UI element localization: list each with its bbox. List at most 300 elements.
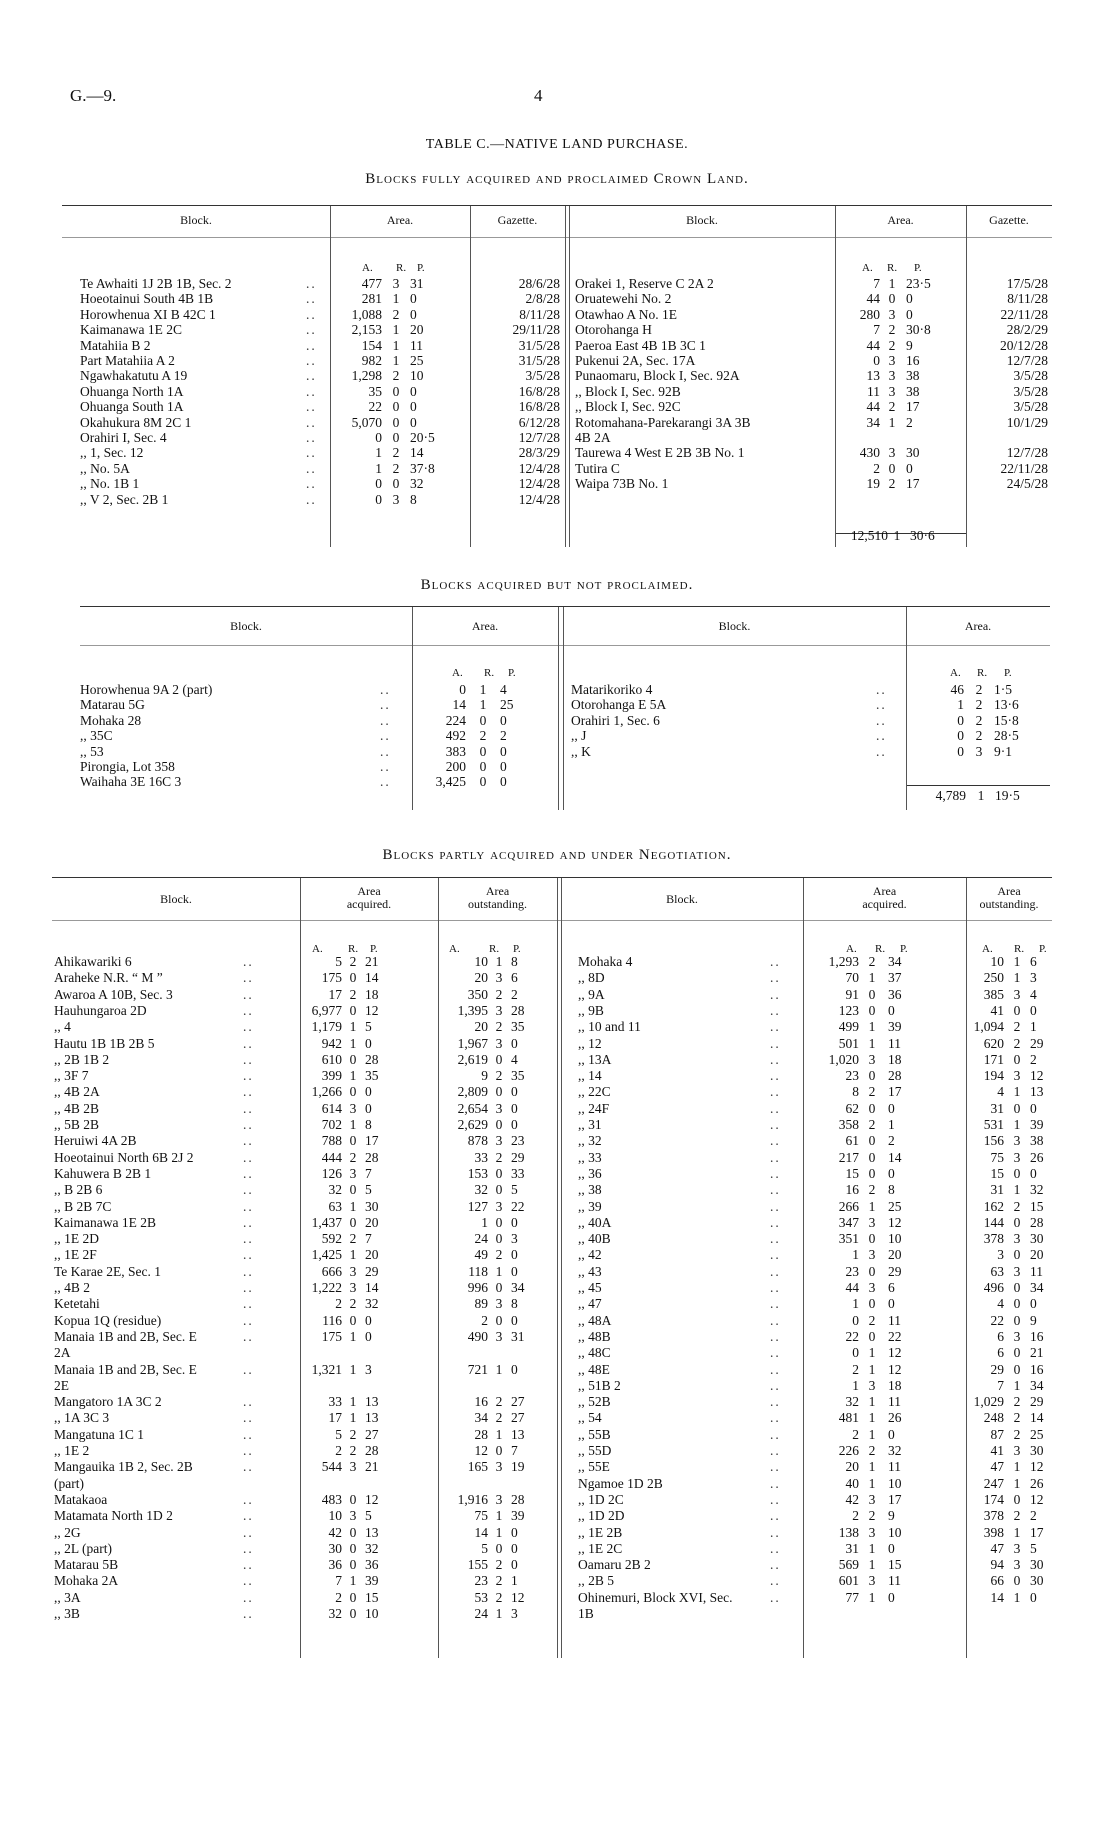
outstanding-acres: 4: [997, 1084, 1004, 1100]
block-name: ,, K: [571, 743, 591, 759]
outstanding-perches: 12: [1030, 1068, 1044, 1084]
gazette-date: 28/6/28: [518, 276, 560, 291]
block-name: ,, 45: [578, 1280, 602, 1295]
acquired-roods: 3: [349, 1508, 357, 1524]
gazette-date: 31/5/28: [518, 337, 560, 353]
leader-dots: ..: [306, 306, 317, 322]
header-line: Area: [357, 884, 381, 898]
leader-dots: ..: [243, 1280, 254, 1295]
leader-dots: ..: [770, 1524, 781, 1540]
acquired-roods: 1: [349, 1117, 357, 1132]
area-perches: 23·5: [906, 276, 931, 291]
leader-dots: ..: [770, 1475, 781, 1491]
outstanding-roods: 3: [495, 1296, 503, 1312]
acquired-perches: 0: [365, 1084, 372, 1100]
acquired-perches: 36: [365, 1557, 379, 1573]
leader-dots: ..: [770, 1149, 781, 1165]
acquired-acres: 138: [838, 1524, 859, 1540]
acquired-acres: 23: [845, 1068, 859, 1084]
outstanding-perches: 38: [1030, 1133, 1044, 1149]
area-perches: 0: [500, 774, 507, 790]
acquired-roods: 0: [349, 1051, 357, 1067]
acquired-acres: 601: [838, 1573, 859, 1589]
outstanding-roods: 1: [495, 1524, 503, 1540]
block-name: ,, Block I, Sec. 92B: [575, 383, 681, 399]
acquired-roods: 0: [868, 1133, 876, 1149]
outstanding-acres: 878: [467, 1133, 488, 1149]
acquired-roods: 1: [349, 1394, 357, 1410]
rule: [62, 205, 1052, 206]
col-header-block: Block.: [718, 619, 751, 633]
acquired-perches: 14: [888, 1149, 902, 1165]
rule: [52, 920, 1052, 921]
outstanding-perches: 0: [511, 1263, 518, 1279]
acquired-acres: 17: [328, 986, 342, 1002]
area-roods: 0: [479, 759, 487, 774]
gazette-date: 29/11/28: [512, 322, 560, 338]
area-perches: 1·5: [994, 682, 1012, 697]
acquired-roods: 0: [868, 1328, 876, 1344]
acquired-acres: 1,437: [311, 1214, 342, 1230]
leader-dots: ..: [770, 1117, 781, 1132]
area-roods: 1: [392, 322, 400, 338]
block-name: ,, 51B 2: [578, 1377, 621, 1393]
unit-r: R.: [977, 667, 988, 679]
block-name: ,, 35C: [80, 728, 113, 744]
block-name: Ohuanga North 1A: [80, 383, 184, 399]
leader-dots: ..: [770, 1345, 781, 1361]
leader-dots: ..: [243, 986, 254, 1002]
block-name: ,, 24F: [578, 1100, 610, 1116]
outstanding-perches: 12: [1030, 1459, 1044, 1475]
leader-dots: ..: [770, 1035, 781, 1051]
acquired-acres: 63: [328, 1198, 342, 1214]
acquired-acres: 1,020: [828, 1051, 859, 1067]
acquired-roods: 0: [868, 986, 876, 1002]
area-roods: 3: [888, 445, 896, 461]
area-acres: 14: [452, 697, 466, 713]
outstanding-acres: 34: [474, 1410, 488, 1426]
area-acres: 1: [957, 697, 964, 713]
outstanding-perches: 0: [1030, 1296, 1037, 1312]
outstanding-perches: 13: [1030, 1084, 1044, 1100]
outstanding-acres: 10: [990, 954, 1004, 969]
outstanding-roods: 3: [1013, 1263, 1021, 1279]
acquired-perches: 12: [888, 1361, 902, 1377]
outstanding-roods: 0: [1013, 1002, 1021, 1018]
acquired-perches: 0: [365, 1328, 372, 1344]
leader-dots: ..: [243, 1508, 254, 1524]
area-perches: 25: [500, 697, 514, 713]
block-name: Orahiri 1, Sec. 6: [571, 712, 660, 728]
block-name: Waihaha 3E 16C 3: [80, 774, 182, 790]
area-acres: 44: [866, 337, 880, 353]
outstanding-acres: 7: [997, 1377, 1004, 1393]
outstanding-roods: 0: [495, 1051, 503, 1067]
area-roods: 2: [888, 322, 896, 338]
leader-dots: ..: [770, 1002, 781, 1018]
area-roods: 0: [392, 430, 400, 445]
leader-dots: ..: [770, 1100, 781, 1116]
leader-dots: ..: [770, 1165, 781, 1181]
acquired-roods: 1: [868, 1589, 876, 1605]
leader-dots: ..: [770, 1443, 781, 1458]
leader-dots: ..: [243, 1149, 254, 1165]
leader-dots: ..: [380, 743, 391, 759]
area-roods: 3: [888, 383, 896, 399]
area-acres: 477: [361, 276, 382, 291]
acquired-perches: 34: [888, 954, 902, 969]
outstanding-acres: 47: [990, 1459, 1004, 1475]
leader-dots: ..: [770, 1573, 781, 1589]
block-name: ,, 3A: [54, 1589, 81, 1605]
outstanding-roods: 3: [495, 1459, 503, 1475]
gazette-date: 6/12/28: [518, 414, 560, 430]
outstanding-perches: 26: [1030, 1475, 1044, 1491]
outstanding-perches: 0: [1030, 1589, 1037, 1605]
acquired-acres: 175: [321, 970, 342, 986]
block-name: Ngawhakatutu A 19: [80, 368, 188, 384]
block-name: Te Awhaiti 1J 2B 1B, Sec. 2: [80, 276, 232, 291]
leader-dots: ..: [770, 1377, 781, 1393]
outstanding-acres: 31: [990, 1182, 1004, 1198]
area-perches: 38: [906, 383, 920, 399]
leader-dots: ..: [770, 1328, 781, 1344]
outstanding-roods: 0: [1013, 1573, 1021, 1589]
area-perches: 16: [906, 353, 920, 368]
outstanding-acres: 89: [474, 1296, 488, 1312]
acquired-roods: 0: [868, 1296, 876, 1312]
block-name: Pukenui 2A, Sec. 17A: [575, 353, 696, 368]
outstanding-roods: 2: [495, 1557, 503, 1573]
leader-dots: ..: [770, 1133, 781, 1149]
block-name: 4B 2A: [575, 430, 611, 445]
outstanding-roods: 2: [495, 1247, 503, 1263]
area-acres: 383: [445, 743, 466, 759]
acquired-acres: 8: [852, 1084, 859, 1100]
outstanding-roods: 2: [495, 1410, 503, 1426]
acquired-perches: 0: [365, 1100, 372, 1116]
leader-dots: ..: [306, 383, 317, 399]
area-roods: 1: [392, 353, 400, 368]
outstanding-perches: 0: [1030, 1002, 1037, 1018]
leader-dots: ..: [380, 728, 391, 744]
outstanding-acres: 1,395: [457, 1002, 488, 1018]
outstanding-acres: 155: [467, 1557, 488, 1573]
rule: [561, 878, 562, 1658]
outstanding-roods: 1: [1013, 1459, 1021, 1475]
block-name: ,, 48B: [578, 1328, 611, 1344]
block-name: ,, 55D: [578, 1443, 612, 1458]
area-perches: 0: [410, 291, 417, 307]
outstanding-roods: 3: [1013, 1133, 1021, 1149]
outstanding-roods: 0: [495, 1231, 503, 1247]
acquired-acres: 15: [845, 1165, 859, 1181]
outstanding-perches: 28: [511, 1491, 525, 1507]
acquired-roods: 1: [868, 1459, 876, 1475]
block-name: Horowhenua 9A 2 (part): [80, 682, 213, 697]
area-roods: 0: [479, 712, 487, 728]
acquired-roods: 3: [349, 1100, 357, 1116]
area-roods: 3: [975, 743, 983, 759]
leader-dots: ..: [770, 1231, 781, 1247]
rule: [563, 607, 564, 810]
gazette-date: 8/11/28: [1007, 291, 1048, 307]
outstanding-acres: 2,619: [457, 1051, 488, 1067]
outstanding-roods: 3: [1013, 1068, 1021, 1084]
page-number: 4: [534, 86, 543, 105]
acquired-perches: 6: [888, 1280, 895, 1295]
area-acres: 0: [459, 682, 466, 697]
area-roods: 2: [888, 337, 896, 353]
leader-dots: ..: [876, 697, 887, 713]
outstanding-perches: 0: [511, 1084, 518, 1100]
leader-dots: ..: [770, 1394, 781, 1410]
block-name: ,, 52B: [578, 1394, 611, 1410]
block-name: Oamaru 2B 2: [578, 1557, 651, 1573]
area-roods: 2: [975, 728, 983, 744]
section-title-under-negotiation: Blocks partly acquired and under Negotiation.: [382, 847, 732, 863]
leader-dots: ..: [770, 1296, 781, 1312]
leader-dots: ..: [243, 1035, 254, 1051]
acquired-roods: 0: [349, 1524, 357, 1540]
block-name: ,, B 2B 7C: [54, 1198, 112, 1214]
outstanding-acres: 14: [474, 1524, 488, 1540]
acquired-roods: 1: [349, 1068, 357, 1084]
area-perches: 0: [410, 306, 417, 322]
acquired-acres: 1,425: [311, 1247, 342, 1263]
acquired-acres: 217: [838, 1149, 859, 1165]
rule: [470, 206, 471, 547]
outstanding-perches: 39: [511, 1508, 525, 1524]
outstanding-roods: 0: [495, 1165, 503, 1181]
acquired-acres: 30: [328, 1540, 342, 1556]
block-name: Matahiia B 2: [80, 337, 151, 353]
outstanding-acres: 378: [983, 1508, 1004, 1524]
outstanding-acres: 63: [990, 1263, 1004, 1279]
outstanding-acres: 32: [474, 1182, 488, 1198]
col-header-gazette: Gazette.: [989, 213, 1029, 227]
outstanding-perches: 0: [511, 1247, 518, 1263]
acquired-perches: 18: [888, 1051, 902, 1067]
acquired-acres: 70: [845, 970, 859, 986]
block-name: ,, 2B 5: [578, 1573, 615, 1589]
leader-dots: ..: [770, 1198, 781, 1214]
block-name: Punaomaru, Block I, Sec. 92A: [575, 368, 740, 384]
outstanding-acres: 12: [474, 1443, 488, 1458]
col-header-area: Area.: [887, 213, 914, 227]
header-line: outstanding.: [979, 897, 1039, 911]
acquired-acres: 32: [845, 1394, 859, 1410]
block-name: ,, 36: [578, 1165, 602, 1181]
outstanding-acres: 156: [983, 1133, 1004, 1149]
leader-dots: ..: [770, 1280, 781, 1295]
acquired-perches: 17: [365, 1133, 379, 1149]
acquired-roods: 1: [349, 1573, 357, 1589]
leader-dots: ..: [770, 1247, 781, 1263]
leader-dots: ..: [243, 1491, 254, 1507]
col-header-block: Block.: [230, 619, 262, 633]
leader-dots: ..: [770, 1508, 781, 1524]
acquired-acres: 17: [328, 1410, 342, 1426]
total-roods: 1: [977, 788, 985, 803]
block-name: ,, 22C: [578, 1084, 611, 1100]
acquired-roods: 0: [868, 1263, 876, 1279]
acquired-roods: 2: [349, 1149, 357, 1165]
total-roods: 1: [893, 528, 901, 543]
unit-p: P.: [1039, 943, 1047, 955]
area-roods: 2: [888, 399, 896, 415]
block-name: Horowhenua XI B 42C 1: [80, 306, 216, 322]
outstanding-roods: 2: [495, 1068, 503, 1084]
outstanding-roods: 1: [1013, 1084, 1021, 1100]
block-name: Te Karae 2E, Sec. 1: [54, 1263, 162, 1279]
outstanding-perches: 8: [511, 954, 518, 969]
area-acres: 5,070: [351, 414, 382, 430]
area-roods: 2: [975, 712, 983, 728]
gazette-date: 12/4/28: [518, 491, 560, 507]
acquired-roods: 3: [868, 1524, 876, 1540]
outstanding-acres: 153: [467, 1165, 488, 1181]
acquired-roods: 2: [349, 1426, 357, 1442]
block-name: Heruiwi 4A 2B: [54, 1133, 137, 1149]
outstanding-acres: 174: [983, 1491, 1004, 1507]
acquired-perches: 10: [365, 1606, 379, 1621]
area-acres: 0: [375, 491, 382, 507]
acquired-perches: 9: [888, 1508, 895, 1524]
acquired-acres: 62: [845, 1100, 859, 1116]
outstanding-perches: 39: [1030, 1117, 1044, 1132]
leader-dots: ..: [306, 460, 317, 476]
outstanding-acres: 162: [983, 1198, 1004, 1214]
area-roods: 1: [392, 337, 400, 353]
outstanding-roods: 0: [495, 1084, 503, 1100]
outstanding-perches: 0: [511, 1557, 518, 1573]
acquired-acres: 42: [845, 1491, 859, 1507]
block-name: ,, 4B 2A: [54, 1084, 100, 1100]
leader-dots: ..: [243, 1443, 254, 1458]
area-perches: 14: [410, 445, 424, 461]
block-name: ,, 4B 2: [54, 1280, 91, 1295]
outstanding-perches: 2: [1030, 1508, 1037, 1524]
area-roods: 0: [888, 291, 896, 307]
block-name: Orahiri I, Sec. 4: [80, 430, 167, 445]
acquired-acres: 40: [845, 1475, 859, 1491]
unit-a: A.: [452, 667, 463, 679]
outstanding-acres: 5: [481, 1540, 488, 1556]
outstanding-perches: 13: [511, 1426, 525, 1442]
area-perches: 20: [410, 322, 424, 338]
acquired-perches: 5: [365, 1019, 372, 1035]
gazette-date: 3/5/28: [1013, 383, 1048, 399]
acquired-perches: 10: [888, 1475, 902, 1491]
gazette-date: 22/11/28: [1000, 460, 1048, 476]
block-name: ,, 3B: [54, 1606, 80, 1621]
outstanding-perches: 3: [1030, 970, 1037, 986]
leader-dots: ..: [770, 970, 781, 986]
rule: [80, 606, 1050, 607]
outstanding-acres: 94: [990, 1557, 1004, 1573]
acquired-roods: 0: [868, 1149, 876, 1165]
block-name: Kaimanawa 1E 2B: [54, 1214, 156, 1230]
acquired-roods: 1: [868, 970, 876, 986]
block-name: Matarikoriko 4: [571, 682, 653, 697]
gazette-date: 12/7/28: [518, 430, 560, 445]
outstanding-perches: 29: [1030, 1035, 1044, 1051]
acquired-roods: 0: [349, 1182, 357, 1198]
acquired-acres: 42: [328, 1524, 342, 1540]
unit-p: P.: [513, 943, 521, 955]
block-name: Ohinemuri, Block XVI, Sec.: [578, 1589, 733, 1605]
unit-r: R.: [887, 262, 898, 274]
leader-dots: ..: [770, 1019, 781, 1035]
outstanding-perches: 1: [1030, 1019, 1037, 1035]
col-header-area-outstanding: [966, 885, 1052, 911]
acquired-perches: 0: [888, 1002, 895, 1018]
block-name: Awaroa A 10B, Sec. 3: [54, 986, 173, 1002]
area-perches: 10: [410, 368, 424, 384]
leader-dots: ..: [243, 1182, 254, 1198]
area-perches: 37·8: [410, 460, 435, 476]
outstanding-roods: 0: [1013, 1312, 1021, 1328]
rule: [907, 785, 1050, 786]
block-name: Mohaka 2A: [54, 1573, 119, 1589]
acquired-perches: 35: [365, 1068, 379, 1084]
unit-r: R.: [348, 943, 359, 955]
block-name: Oruatewehi No. 2: [575, 291, 672, 307]
outstanding-acres: 75: [474, 1508, 488, 1524]
outstanding-roods: 3: [495, 1328, 503, 1344]
leader-dots: ..: [306, 476, 317, 492]
acquired-acres: 6,977: [311, 1002, 342, 1018]
acquired-perches: 12: [365, 1491, 379, 1507]
acquired-perches: 28: [365, 1149, 379, 1165]
block-name: ,, 9B: [578, 1002, 604, 1018]
block-name: Araheke N.R. “ M ”: [54, 970, 163, 986]
col-header-area: Area.: [964, 619, 992, 633]
acquired-acres: 1,293: [828, 954, 859, 969]
leader-dots: ..: [243, 1068, 254, 1084]
leader-dots: ..: [306, 322, 317, 338]
outstanding-perches: 32: [1030, 1182, 1044, 1198]
total-perches: 30·6: [910, 528, 935, 543]
acquired-roods: 1: [868, 1426, 876, 1442]
acquired-perches: 20: [365, 1247, 379, 1263]
acquired-acres: 2: [335, 1589, 342, 1605]
block-name: ,, 2G: [54, 1524, 81, 1540]
leader-dots: ..: [306, 368, 317, 384]
rule: [565, 206, 566, 547]
gazette-date: 12/7/28: [1006, 353, 1048, 368]
section-title-not-proclaimed: Blocks acquired but not proclaimed.: [420, 577, 694, 593]
acquired-perches: 18: [888, 1377, 902, 1393]
area-acres: 1: [375, 445, 382, 461]
leader-dots: ..: [243, 1606, 254, 1621]
acquired-roods: 2: [868, 954, 876, 969]
block-name: Mohaka 4: [578, 954, 633, 969]
acquired-perches: 0: [888, 1426, 895, 1442]
leader-dots: ..: [243, 1198, 254, 1214]
leader-dots: ..: [243, 954, 254, 969]
leader-dots: ..: [770, 1214, 781, 1230]
block-name: ,, 40B: [578, 1231, 611, 1247]
block-name: Waipa 73B No. 1: [575, 476, 669, 492]
outstanding-acres: 15: [990, 1165, 1004, 1181]
col-header-area-acquired: [803, 885, 966, 911]
outstanding-acres: 247: [983, 1475, 1004, 1491]
block-name: ,, 31: [578, 1117, 602, 1132]
gazette-date: 16/8/28: [518, 399, 560, 415]
